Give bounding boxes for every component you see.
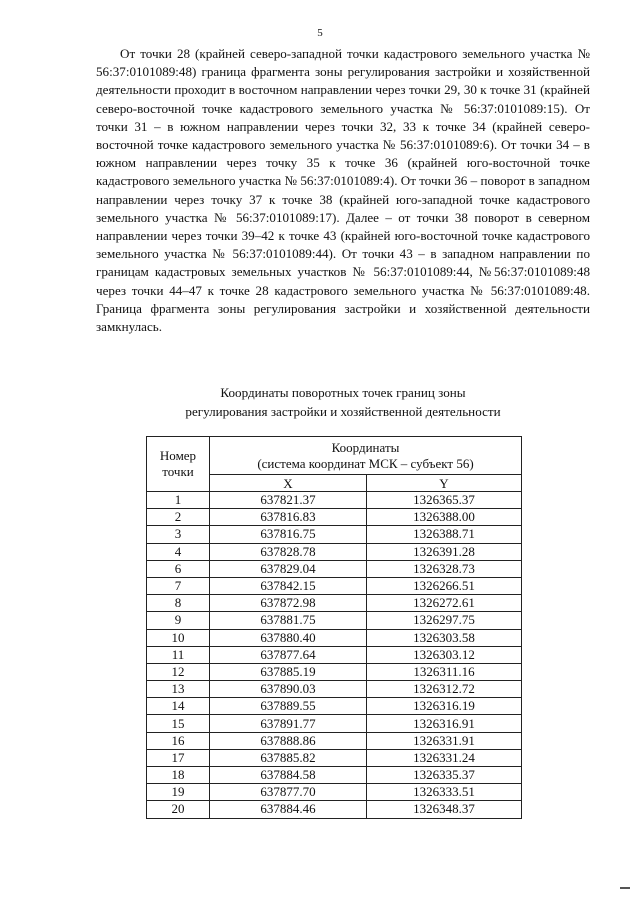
cell-coordinate-y: 1326388.00	[367, 509, 522, 526]
cell-coordinate-x: 637890.03	[210, 681, 367, 698]
cell-point-number: 1	[147, 492, 210, 509]
coordinates-table-body	[147, 492, 522, 819]
table-row	[147, 646, 522, 663]
page-number: 5	[317, 27, 323, 39]
table-row	[147, 543, 522, 560]
cell-coordinate-y: 1326331.91	[367, 732, 522, 749]
cell-coordinate-y: 1326297.75	[367, 612, 522, 629]
cell-coordinate-y: 1326388.71	[367, 526, 522, 543]
cell-coordinate-y: 1326303.12	[367, 646, 522, 663]
header-coordinate-system: (система координат МСК – субъект 56)	[257, 455, 474, 471]
cell-coordinate-x: 637881.75	[210, 612, 367, 629]
cell-point-number: 19	[147, 784, 210, 801]
cell-coordinate-x: 637821.37	[210, 492, 367, 509]
cell-coordinate-y: 1326331.24	[367, 749, 522, 766]
table-row	[147, 698, 522, 715]
cell-coordinate-x: 637842.15	[210, 577, 367, 594]
cell-coordinate-x: 637872.98	[210, 595, 367, 612]
cell-coordinate-x: 637884.58	[210, 767, 367, 784]
cell-point-number: 14	[147, 698, 210, 715]
boundary-description-paragraph: От точки 28 (крайней северо-западной точки кадастрового земельного участка № 56:37:0101089:48) граница фрагмента зоны регулирования застройки и хозяйственной деятельности проходит в восточном направлении через точки 29, 30 к точке 31 (крайней северо-восточной точке кадастрового земельного участка № 56:37:0101089:15). От точки 31 – в южном направлении через точки 32, 33 к точке 34 (крайней северо-восточной точке кадастрового земельного участка № 56:37:0101089:6). От точки 34 – в южном направлении через точку 35 к точке 36 (крайней юго-восточной точке кадастрового земельного участка № 56:37:0101089:4). От точки 36 – поворот в западном направлении через точку 37 к точке 38 (крайней юго-западной точке кадастрового земельного участка № 56:37:0101089:17). Далее – от точки 38 поворот в северном направлении через точки 39–42 к точке 43 (крайней юго-восточной точке кадастрового земельного участка № 56:37:0101089:44). От точки 43 – в западном направлении по границам кадастровых земельных участков № 56:37:0101089:44, №56:37:0101089:48 через точки 44–47 к точке 28 кадастрового земельного участка № 56:37:0101089:48. Граница фрагмента зоны регулирования застройки и хозяйственной деятельности замкнулась.	[96, 46, 590, 335]
table-row	[147, 801, 522, 818]
cell-coordinate-x: 637828.78	[210, 543, 367, 560]
header-x: X	[210, 475, 367, 492]
cell-coordinate-y: 1326365.37	[367, 492, 522, 509]
cell-point-number: 13	[147, 681, 210, 698]
table-row	[147, 663, 522, 680]
table-title	[96, 384, 590, 421]
cell-coordinate-x: 637816.75	[210, 526, 367, 543]
header-point-number: Номер точки	[147, 437, 210, 492]
header-coordinates-title: Координаты	[331, 439, 400, 455]
cell-coordinate-y: 1326333.51	[367, 784, 522, 801]
cell-coordinate-y: 1326328.73	[367, 560, 522, 577]
cell-point-number: 2	[147, 509, 210, 526]
table-row	[147, 560, 522, 577]
table-row	[147, 629, 522, 646]
cell-coordinate-x: 637885.19	[210, 663, 367, 680]
cell-coordinate-y: 1326312.72	[367, 681, 522, 698]
cell-point-number: 17	[147, 749, 210, 766]
table-title-line-1: Координаты поворотных точек границ зоны	[220, 385, 466, 400]
cell-coordinate-x: 637889.55	[210, 698, 367, 715]
cell-point-number: 8	[147, 595, 210, 612]
table-row	[147, 784, 522, 801]
cell-coordinate-y: 1326311.16	[367, 663, 522, 680]
cell-coordinate-y: 1326316.91	[367, 715, 522, 732]
cell-point-number: 20	[147, 801, 210, 818]
cell-point-number: 16	[147, 732, 210, 749]
table-row	[147, 715, 522, 732]
table-row	[147, 767, 522, 784]
coordinates-table	[146, 436, 522, 819]
table-row	[147, 749, 522, 766]
table-row	[147, 732, 522, 749]
header-coordinates	[210, 437, 522, 475]
cell-coordinate-x: 637877.64	[210, 646, 367, 663]
cell-point-number: 10	[147, 629, 210, 646]
cell-coordinate-y: 1326335.37	[367, 767, 522, 784]
cell-coordinate-x: 637891.77	[210, 715, 367, 732]
cell-point-number: 11	[147, 646, 210, 663]
cell-coordinate-y: 1326266.51	[367, 577, 522, 594]
cell-coordinate-x: 637884.46	[210, 801, 367, 818]
table-row	[147, 681, 522, 698]
cell-point-number: 6	[147, 560, 210, 577]
cell-coordinate-x: 637888.86	[210, 732, 367, 749]
cell-coordinate-y: 1326303.58	[367, 629, 522, 646]
table-row	[147, 509, 522, 526]
cell-point-number: 15	[147, 715, 210, 732]
table-title-line-2: регулирования застройки и хозяйственной деятельности	[185, 403, 501, 419]
cell-coordinate-x: 637880.40	[210, 629, 367, 646]
cell-coordinate-y: 1326272.61	[367, 595, 522, 612]
cell-coordinate-x: 637877.70	[210, 784, 367, 801]
cell-point-number: 7	[147, 577, 210, 594]
cell-coordinate-y: 1326316.19	[367, 698, 522, 715]
cell-point-number: 9	[147, 612, 210, 629]
scan-edge-mark	[620, 887, 630, 889]
cell-coordinate-x: 637829.04	[210, 560, 367, 577]
cell-point-number: 12	[147, 663, 210, 680]
header-y: Y	[367, 475, 522, 492]
table-row	[147, 577, 522, 594]
table-row	[147, 595, 522, 612]
cell-coordinate-y: 1326348.37	[367, 801, 522, 818]
cell-coordinate-x: 637885.82	[210, 749, 367, 766]
cell-point-number: 18	[147, 767, 210, 784]
cell-point-number: 3	[147, 526, 210, 543]
table-row	[147, 526, 522, 543]
table-row	[147, 492, 522, 509]
cell-coordinate-x: 637816.83	[210, 509, 367, 526]
cell-coordinate-y: 1326391.28	[367, 543, 522, 560]
cell-point-number: 4	[147, 543, 210, 560]
table-row	[147, 612, 522, 629]
